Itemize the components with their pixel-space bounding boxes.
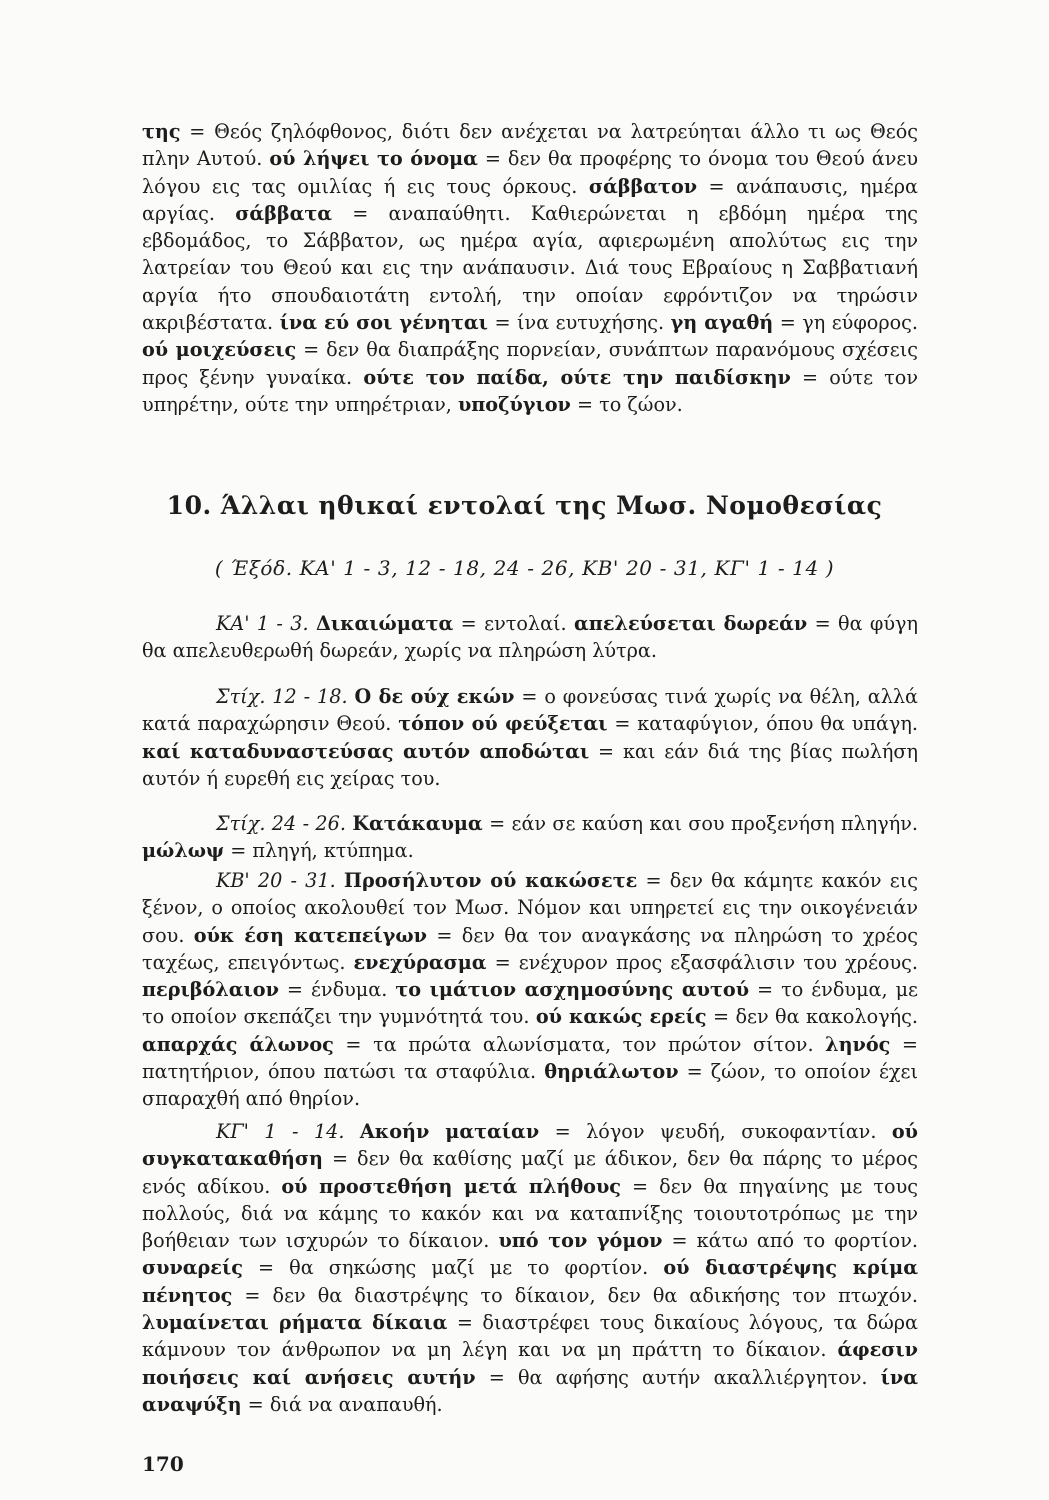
gloss-text: = θα αφήσης αυτήν ακαλλιέργητον. — [475, 1365, 881, 1389]
gloss-text: = τα πρώτα αλωνίσματα, τον πρώτον σίτον. — [333, 1032, 826, 1056]
glossed-term: απαρχάς άλωνος — [142, 1032, 334, 1056]
gloss-text: = δεν θα κάμητε κακόν εις ξένον, ο οποίος ακολουθεί τον Μωσ. Νόμον και υπηρετεί εις την οικογένειάν σου. — [142, 869, 918, 947]
gloss-text: = εάν σε καύση και σου προξενήση πληγήν. — [482, 812, 918, 835]
glossed-term: τόπον ού φεύξεται — [398, 712, 608, 736]
glossed-term: ού κακώς ερείς — [535, 1005, 707, 1029]
glossed-term: σάββατα — [235, 201, 333, 225]
gloss-block-24-26 — [142, 810, 918, 865]
gloss-text: = εντολαί. — [453, 612, 575, 635]
verse-reference: Στίχ. 24 - 26. — [216, 812, 353, 835]
glossed-term: ίνα εύ σοι γένηται — [279, 311, 488, 335]
gloss-text: = διαστρέφει τους δικαίους λόγους, τα δώρα κάμνουν τον άνθρωπον να μη λέγη και να μη πράττη το δίκαιον. — [142, 1311, 918, 1362]
paragraph-commandments-glossary — [142, 118, 918, 418]
glossed-term: ληνός — [825, 1032, 891, 1056]
gloss-paragraph — [142, 867, 918, 1113]
glossed-term: ού συγκατακαθήση — [142, 1120, 918, 1171]
gloss-text: = ίνα ευτυχήσης. — [487, 311, 671, 335]
gloss-text: = δεν θα διαπράξης πορνείαν, συνάπτων παρανόμους σχέσεις προς ξένην γυναίκα. — [142, 338, 918, 389]
gloss-text: = δεν θα κακολογής. — [706, 1005, 918, 1029]
gloss-text: = αναπαύθητι. Καθιερώνεται η εβδόμη ημέρα της εβδομάδος, το Σάββατον, ως ημέρα αγία, αφιερωμένη απολύτως εις την λατρείαν του Θεού και εις την ανάπαυσιν. Διά τους Εβραίους η Σαββατιανή αργία ήτο σπουδαιοτάτη εντολή, την οποίαν εφρόντιζον να τηρώσιν ακριβέστατα. — [142, 201, 918, 335]
glossed-term: ού προστεθήση μετά πλήθους — [281, 1174, 621, 1198]
glossed-term: ού λήψει το όνομα — [269, 147, 478, 171]
glossed-term: Ακοήν ματαίαν — [359, 1120, 540, 1143]
gloss-text: = δεν θα καθίσης μαζί με άδικον, δεν θα πάρης το μέρος ενός αδίκου. — [142, 1147, 918, 1198]
verse-reference: ΚΑ' 1 - 3. — [216, 612, 316, 635]
glossed-term: Δικαιώματα — [315, 612, 454, 635]
verse-reference: Στίχ. 12 - 18. — [216, 685, 355, 708]
gloss-paragraph — [142, 683, 918, 792]
glossed-term: Κατάκαυμα — [352, 812, 483, 835]
glossed-term: άφεσιν ποιήσεις καί ανήσεις αυτήν — [142, 1338, 918, 1389]
glossed-term: υποζύγιον — [457, 392, 571, 416]
glossed-term: το ιμάτιον ασχημοσύνης αυτού — [395, 978, 750, 1002]
glossed-term: της — [142, 120, 181, 143]
gloss-text: = κάτω από το φορτίον. — [662, 1229, 918, 1253]
glossed-term: ού διαστρέψης κρίμα πένητος — [142, 1256, 918, 1307]
glossed-term: καί καταδυναστεύσας αυτόν αποδώται — [142, 739, 590, 763]
scripture-reference: ( Έξόδ. ΚΑ' 1 - 3, 12 - 18, 24 - 26, ΚΒ' 20 - 31, ΚΓ' 1 - 14 ) — [214, 556, 835, 580]
glossed-term: ενεχύρασμα — [353, 950, 487, 974]
gloss-text: = θα σηκώσης μαζί με το φορτίον. — [242, 1256, 664, 1280]
glossed-term: περιβόλαιον — [142, 978, 279, 1002]
gloss-block-kg-1-14 — [142, 1118, 918, 1418]
gloss-text: = ανάπαυσις, ημέρα αργίας. — [142, 174, 918, 225]
gloss-text: = γη εύφορος. — [773, 311, 919, 335]
page-number: 170 — [142, 1452, 184, 1476]
gloss-text: = δεν θα τον αναγκάσης να πληρώση το χρέος ταχέως, επειγόντως. — [142, 923, 918, 974]
gloss-paragraph — [142, 810, 918, 865]
gloss-text: = πατητήριον, όπου πατώσι τα σταφύλια. — [142, 1032, 918, 1084]
gloss-text: = πληγή, κτύπημα. — [224, 839, 414, 863]
gloss-text: = ενέχυρον προς εξασφάλισιν του χρέους. — [486, 950, 918, 974]
section-heading: 10. Άλλαι ηθικαί εντολαί της Μωσ. Νομοθεσίας — [166, 491, 883, 520]
gloss-text: = ζώον, το οποίον έχει σπαραχθή από θηρίον. — [142, 1060, 918, 1111]
glossed-term: ίνα αναψύξη — [142, 1365, 918, 1416]
gloss-text: = Θεός ζηλόφθονος, διότι δεν ανέχεται να λατρεύηται άλλο τι ως Θεός πλην Αυτού. — [142, 120, 918, 171]
gloss-block-12-18 — [142, 683, 918, 792]
gloss-text: = και εάν διά της βίας πωλήση αυτόν ή ευρεθή εις χείρας του. — [142, 739, 918, 790]
gloss-text: = ο φονεύσας τινά χωρίς να θέλη, αλλά κατά παραχώρησιν Θεού. — [142, 685, 919, 736]
glossed-term: ού μοιχεύσεις — [142, 338, 297, 362]
gloss-block-kb-20-31 — [142, 867, 918, 1113]
verse-reference: ΚΓ' 1 - 14. — [216, 1120, 360, 1143]
gloss-text: = δεν θα πηγαίνης με τους πολλούς, διά να κάμης το κακόν και να καταπνίξης τοιουτοτρόπως με την βοήθειαν των ισχυρών το δίκαιον. — [142, 1174, 918, 1253]
gloss-text: = λόγον ψευδή, συκοφαντίαν. — [539, 1120, 892, 1143]
glossed-term: σάββατον — [588, 174, 698, 198]
glossed-term: συναρείς — [142, 1256, 243, 1280]
glossed-term: γη αγαθή — [670, 311, 774, 335]
gloss-text: = το ζώον. — [570, 392, 683, 416]
glossed-term: Ο δε ούχ εκών — [354, 685, 515, 708]
glossed-term: απελεύσεται δωρεάν — [574, 612, 808, 635]
verse-reference: ΚΒ' 20 - 31. — [216, 869, 344, 892]
gloss-text: = διά να αναπαυθή. — [241, 1392, 443, 1416]
gloss-text: = καταφύγιον, όπου θα υπάγη. — [607, 712, 918, 736]
gloss-text: = δεν θα διαστρέψης το δίκαιον, δεν θα αδικήσης τον πτωχόν. — [232, 1283, 918, 1307]
glossed-term: λυμαίνεται ρήματα δίκαια — [142, 1311, 448, 1335]
gloss-text: = ούτε τον υπηρέτην, ούτε την υπηρέτριαν, — [142, 365, 918, 416]
glossed-term: υπό τον γόμον — [498, 1229, 663, 1253]
gloss-paragraph — [142, 610, 918, 665]
glossed-term: Προσήλυτον ού κακώσετε — [343, 869, 638, 892]
gloss-text: = το ένδυμα, με το οποίον σκεπάζει την γυμνότητά του. — [142, 978, 918, 1029]
gloss-paragraph — [142, 1118, 918, 1418]
glossed-term: ούκ έση κατεπείγων — [193, 923, 427, 947]
glossed-term: μώλωψ — [142, 839, 225, 863]
gloss-text: = ένδυμα. — [278, 978, 396, 1002]
gloss-text: = θα φύγη θα απελευθερωθή δωρεάν, χωρίς να πληρώση λύτρα. — [142, 612, 918, 663]
glossed-term: ούτε τον παίδα, ούτε την παιδίσκην — [363, 365, 791, 389]
glossed-term: θηριάλωτον — [544, 1060, 679, 1084]
gloss-block-ka-1-3 — [142, 610, 918, 665]
gloss-text: = δεν θα προφέρης το όνομα του Θεού άνευ λόγου εις τας ομιλίας ή εις τους όρκους. — [142, 147, 918, 198]
